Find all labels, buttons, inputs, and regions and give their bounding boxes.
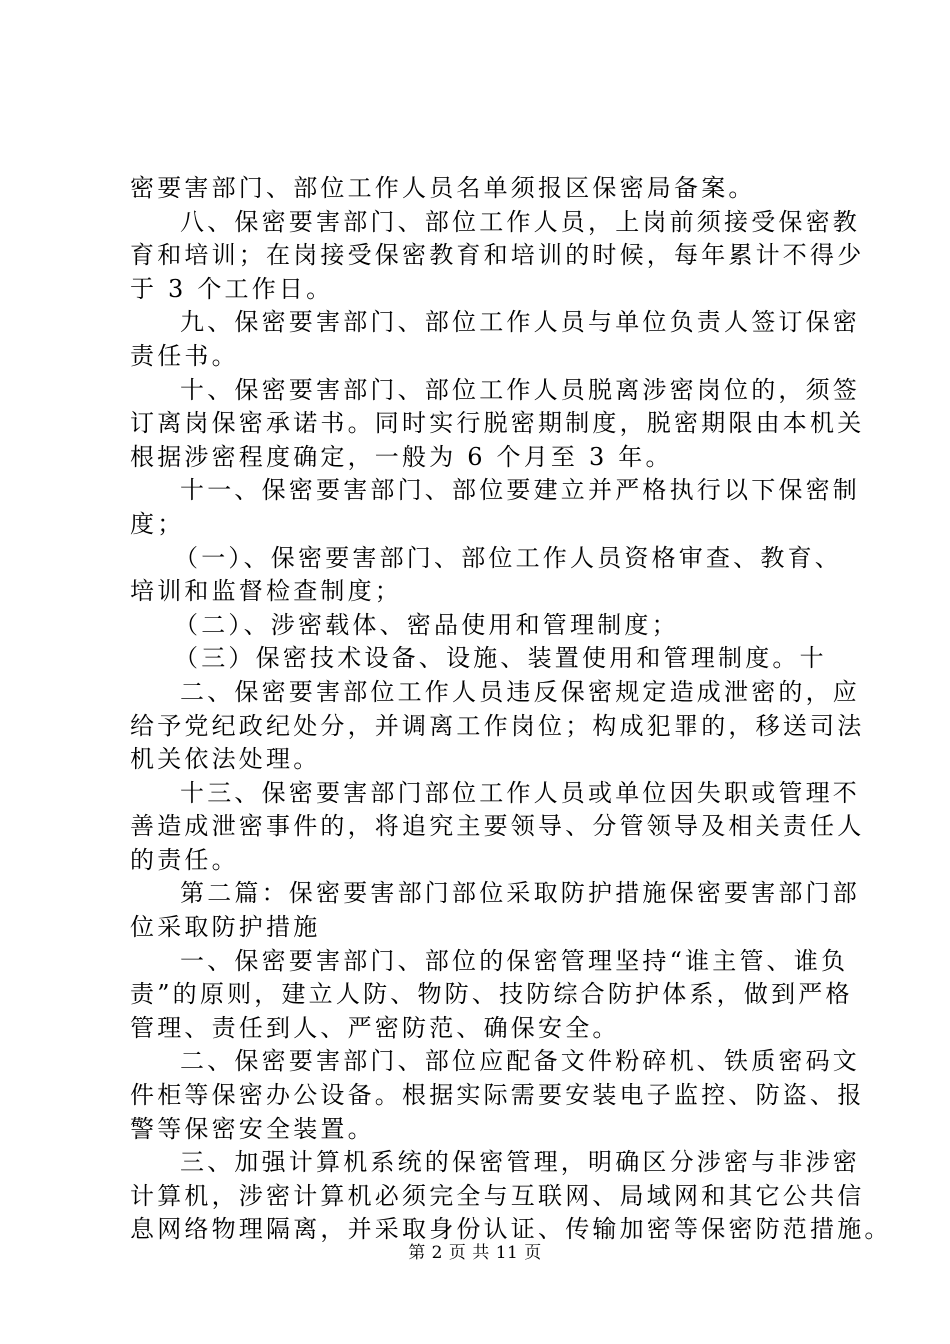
text-line: 二、保密要害部门、部位应配备文件粉碎机、铁质密码文 (180, 1047, 860, 1076)
text-line: 育和培训；在岗接受保密教育和培训的时候，每年累计不得少 (130, 241, 865, 270)
text-line: 警等保密安全装置。 (130, 1114, 375, 1143)
section-heading: 第二篇：保密要害部门部位采取防护措施保密要害部门部 (180, 879, 860, 908)
text-line: 一、保密要害部门、部位的保密管理坚持“谁主管、谁负 (180, 946, 849, 975)
text-line: 十三、保密要害部门部位工作人员或单位因失职或管理不 (180, 778, 860, 807)
text-line: 密要害部门、部位工作人员名单须报区保密局备案。 (130, 174, 756, 202)
text-line: 十、保密要害部门、部位工作人员脱离涉密岗位的，须签 (180, 375, 860, 404)
text-line: （一）、保密要害部门、部位工作人员资格审查、教育、 (174, 543, 842, 572)
text-line: 机关依法处理。 (130, 745, 321, 774)
section-heading: 位采取防护措施 (130, 913, 321, 942)
text-line: 计算机，涉密计算机必须完全与互联网、局域网和其它公共信 (130, 1181, 865, 1210)
text-line: 给予党纪政纪处分，并调离工作岗位；构成犯罪的，移送司法 (130, 711, 865, 740)
text-line: （三）保密技术设备、设施、装置使用和管理制度。十 (174, 644, 827, 673)
text-line: 善造成泄密事件的，将追究主要领导、分管领导及相关责任人 (130, 812, 865, 841)
text-line: 息网络物理隔离，并采取身份认证、传输加密等保密防范措施。 (130, 1215, 892, 1244)
text-line: 责任书。 (130, 341, 239, 370)
text-line: 根据涉密程度确定，一般为 6 个月至 3 年。 (130, 442, 673, 471)
text-line: 的责任。 (130, 845, 239, 874)
document-body (130, 172, 892, 1247)
text-line: 九、保密要害部门、部位工作人员与单位负责人签订保密 (180, 308, 860, 337)
text-line: 件柜等保密办公设备。根据实际需要安装电子监控、防盗、报 (130, 1081, 865, 1110)
text-line: 三、加强计算机系统的保密管理，明确区分涉密与非涉密 (180, 1148, 860, 1177)
text-line: 二、保密要害部位工作人员违反保密规定造成泄密的，应 (180, 677, 860, 706)
text-line: 管理、责任到人、严密防范、确保安全。 (130, 1013, 620, 1042)
text-line: （二）、涉密载体、密品使用和管理制度； (174, 610, 679, 639)
text-line: 培训和监督检查制度； (130, 577, 402, 606)
page-number-footer: 第 2 页 共 11 页 (408, 1243, 542, 1263)
text-line: 于 3 个工作日。 (130, 274, 334, 303)
text-line: 责”的原则，建立人防、物防、技防综合防护体系，做到严格 (130, 980, 853, 1009)
text-line: 订离岗保密承诺书。同时实行脱密期制度，脱密期限由本机关 (130, 409, 865, 438)
text-line: 八、保密要害部门、部位工作人员，上岗前须接受保密教 (180, 207, 860, 236)
text-line: 度； (130, 509, 185, 538)
text-line: 十一、保密要害部门、部位要建立并严格执行以下保密制 (180, 476, 860, 505)
